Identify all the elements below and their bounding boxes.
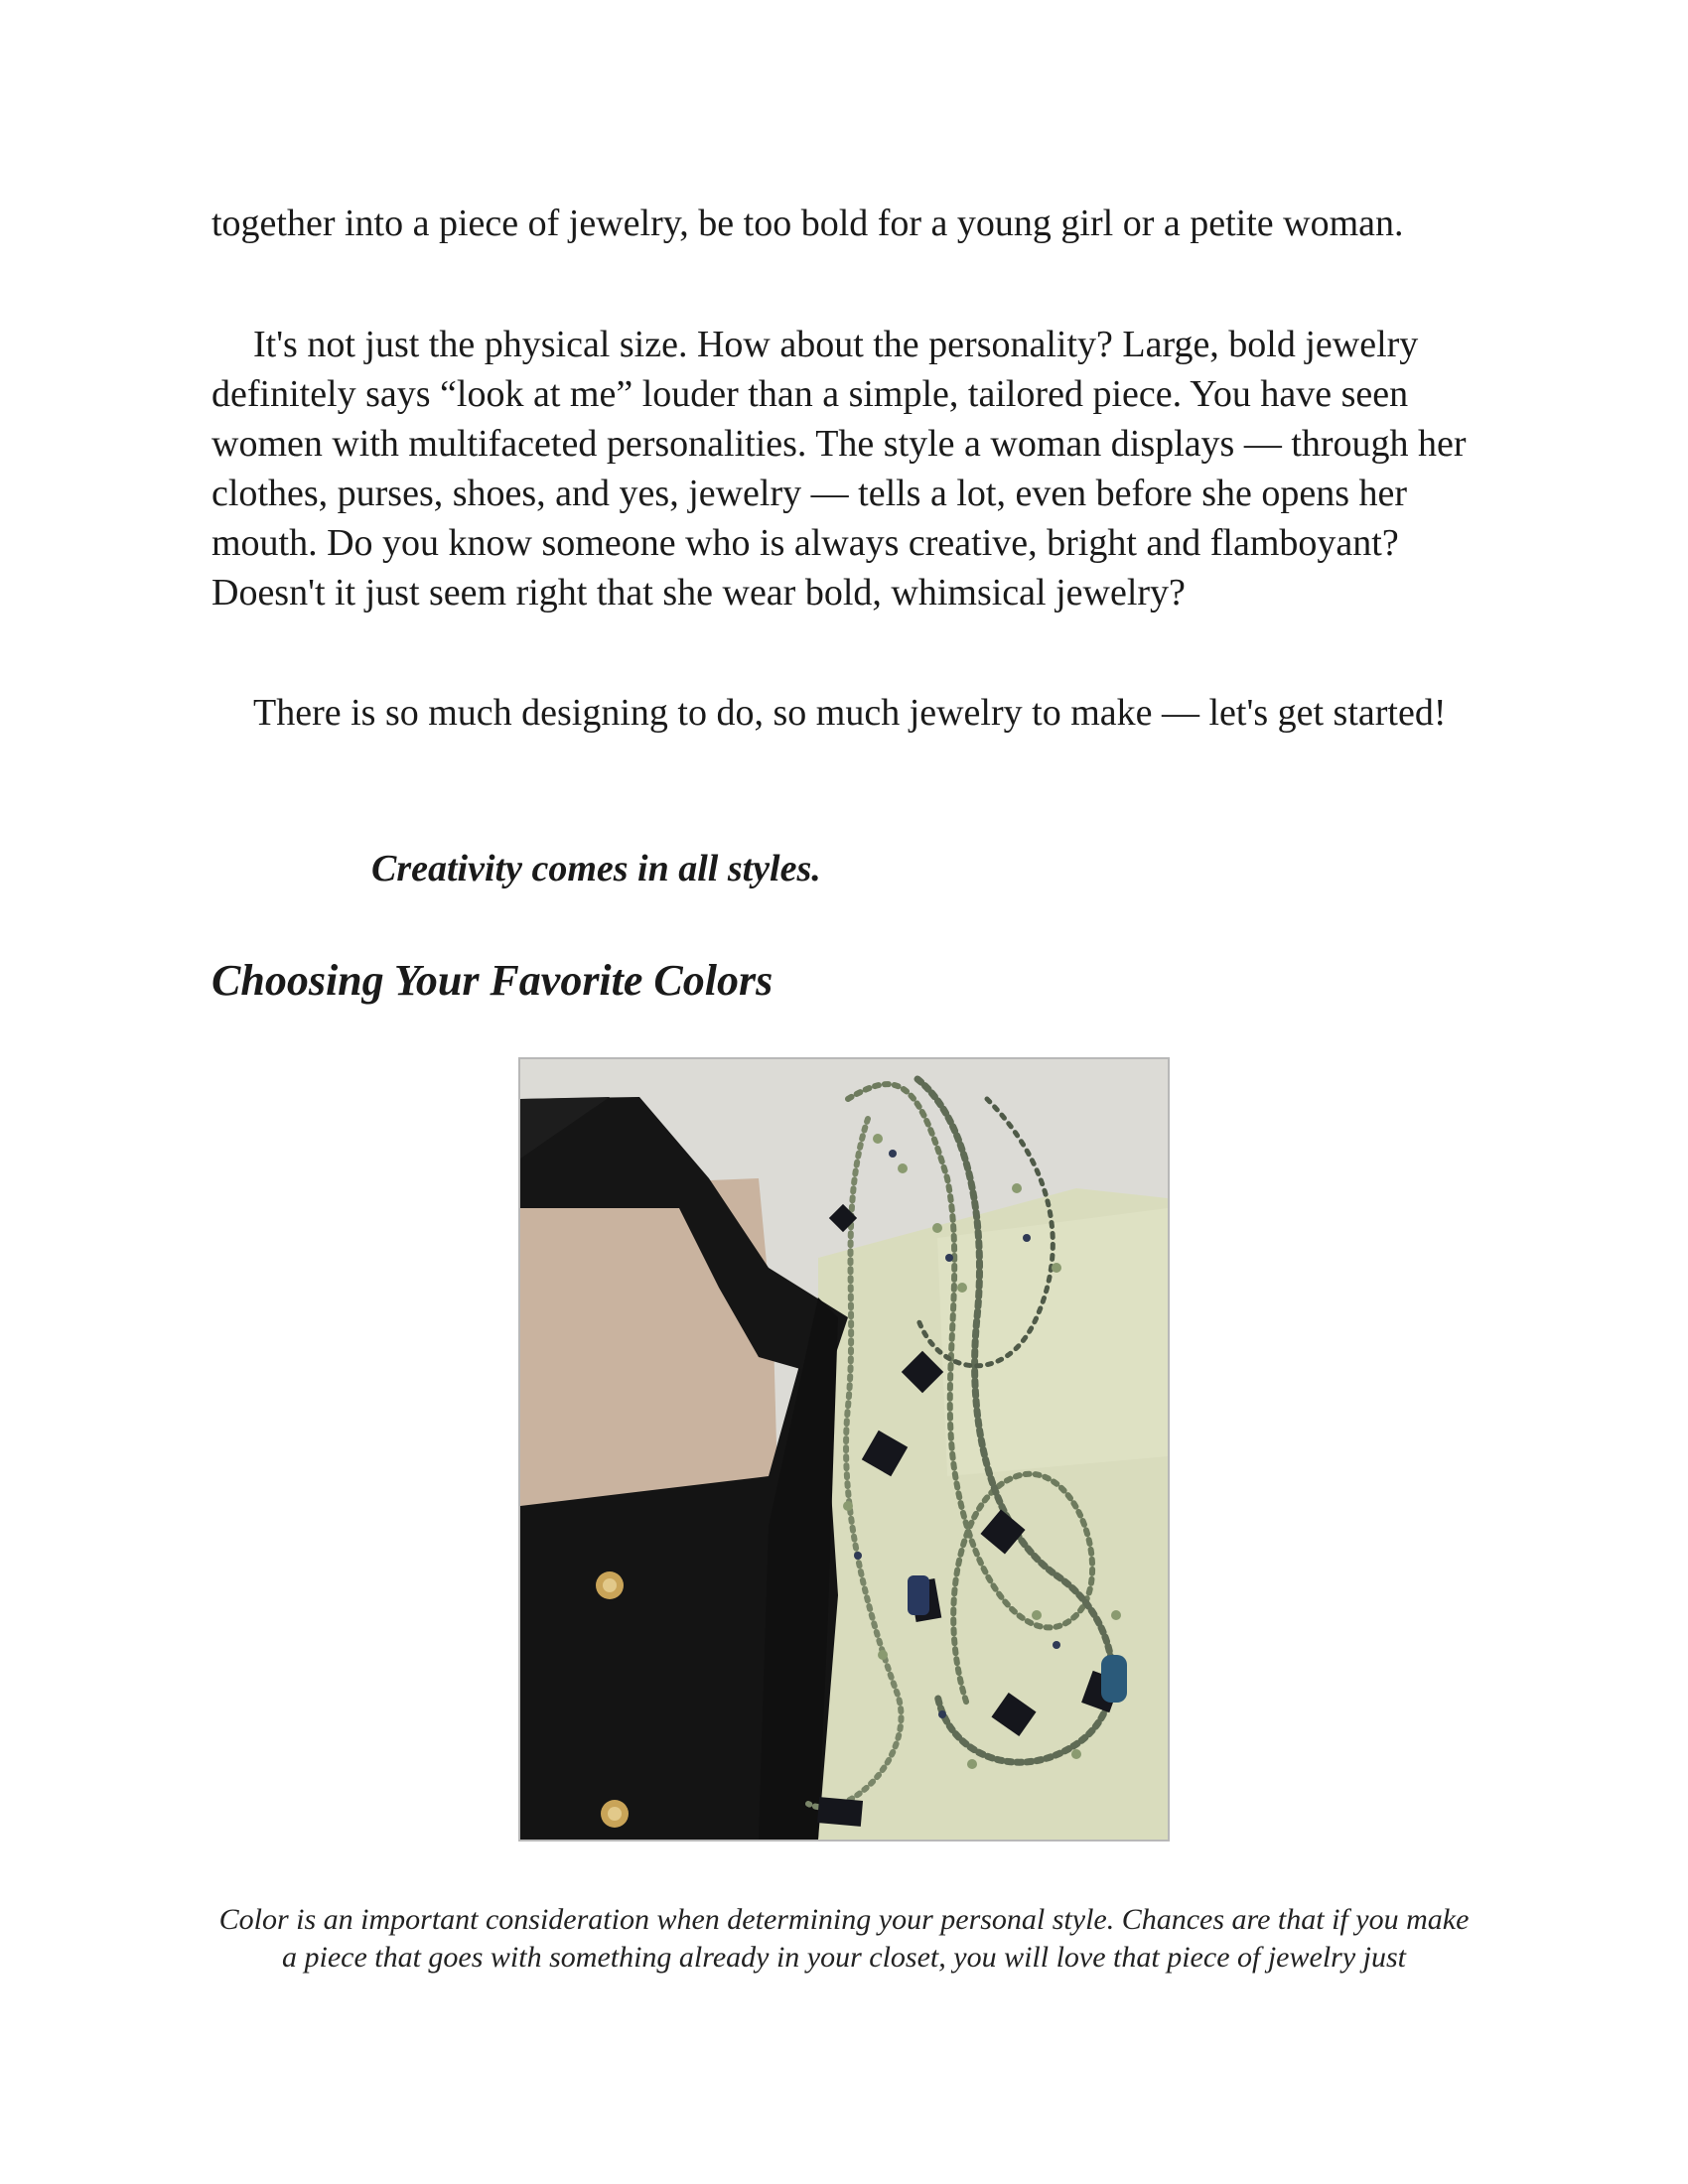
body-paragraph: There is so much designing to do, so much jewelry to make — let's get started! <box>253 692 1447 734</box>
body-paragraph: together into a piece of jewelry, be too bold for a young girl or a petite woman. <box>211 203 1404 244</box>
necklace-photo <box>518 1057 1170 1842</box>
body-paragraph: It's not just the physical size. How about the personality? Large, bold jewelry definitely says “look at me” louder than a simple, tailored piece. You have seen women with multifaceted personalities. The style a woman displays — through her clothes, purses, shoes, and yes, jewelry — tells a lot, even before she opens her mouth. Do you know someone who is always creative, bright and flamboyant? Doesn't it just seem right that she wear bold, whimsical jewelry? <box>211 324 1467 614</box>
figure-caption: Color is an important consideration when determining your personal style. Chances are that if you make a piece that goes with something already in your closet, you will love that piece of jewelry just <box>218 1903 1470 1974</box>
pull-quote: Creativity comes in all styles. <box>371 848 821 889</box>
section-heading: Choosing Your Favorite Colors <box>211 956 774 1005</box>
